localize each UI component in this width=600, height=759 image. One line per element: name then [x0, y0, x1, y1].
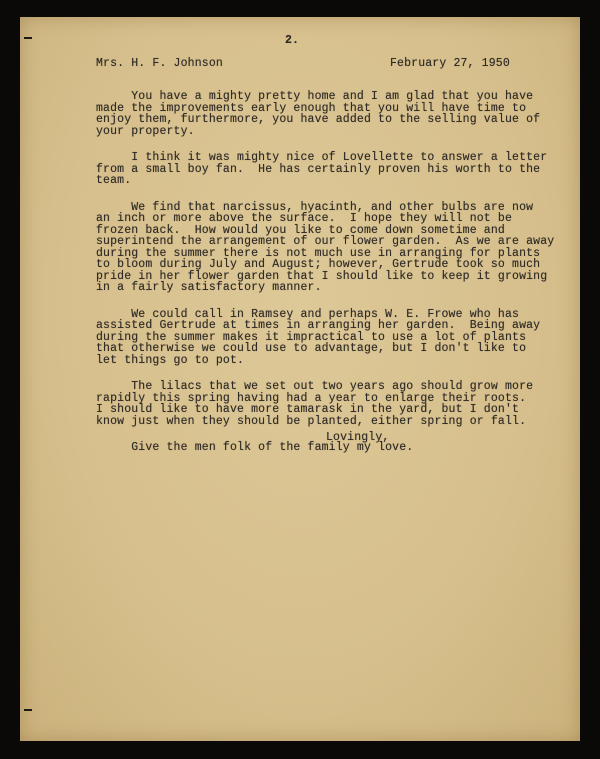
paragraph: We could call in Ramsey and perhaps W. E. Frowe who has assisted Gertrude at times in arranging her garden. Being away during the summer makes it impractical to use a lot of plants that otherwise we could use to advantage, but I don't like to let things go to pot. — [96, 307, 541, 367]
paragraph: The lilacs that we set out two years ago should grow more rapidly this spring having had a year to enlarge their roots. I should like to have more tamarask in the yard, but I don't know just when they should be planted, either spring or fall. — [96, 380, 534, 428]
letter-body — [96, 91, 554, 469]
paragraph: You have a mighty pretty home and I am glad that you have made the improvements early enough that you will have time to enjoy them, furthermore, you have added to the selling value of your property. — [96, 90, 541, 138]
letter-page — [20, 17, 580, 741]
punch-mark — [24, 709, 32, 711]
punch-mark — [24, 37, 32, 39]
paragraph: I think it was mighty nice of Lovellette to answer a letter from a small boy fan. He has certainly proven his worth to the team. — [96, 151, 548, 187]
paragraph: Give the men folk of the family my love. — [96, 441, 414, 454]
page-number: 2. — [285, 34, 300, 47]
addressee: Mrs. H. F. Johnson — [96, 57, 223, 70]
letter-date: February 27, 1950 — [390, 57, 510, 70]
closing: Lovingly, — [326, 431, 390, 444]
paragraph: We find that narcissus, hyacinth, and other bulbs are now an inch or more above the surface. I hope they will not be frozen back. How would you like to come down sometime and superintend the arrangement of our flower garden. As we are away during the summer there is not much use in arranging for plants to bloom during July and August; however, Gertrude took so much pride in her flower garden that I should like to keep it growing in a fairly satisfactory manner. — [96, 200, 555, 294]
